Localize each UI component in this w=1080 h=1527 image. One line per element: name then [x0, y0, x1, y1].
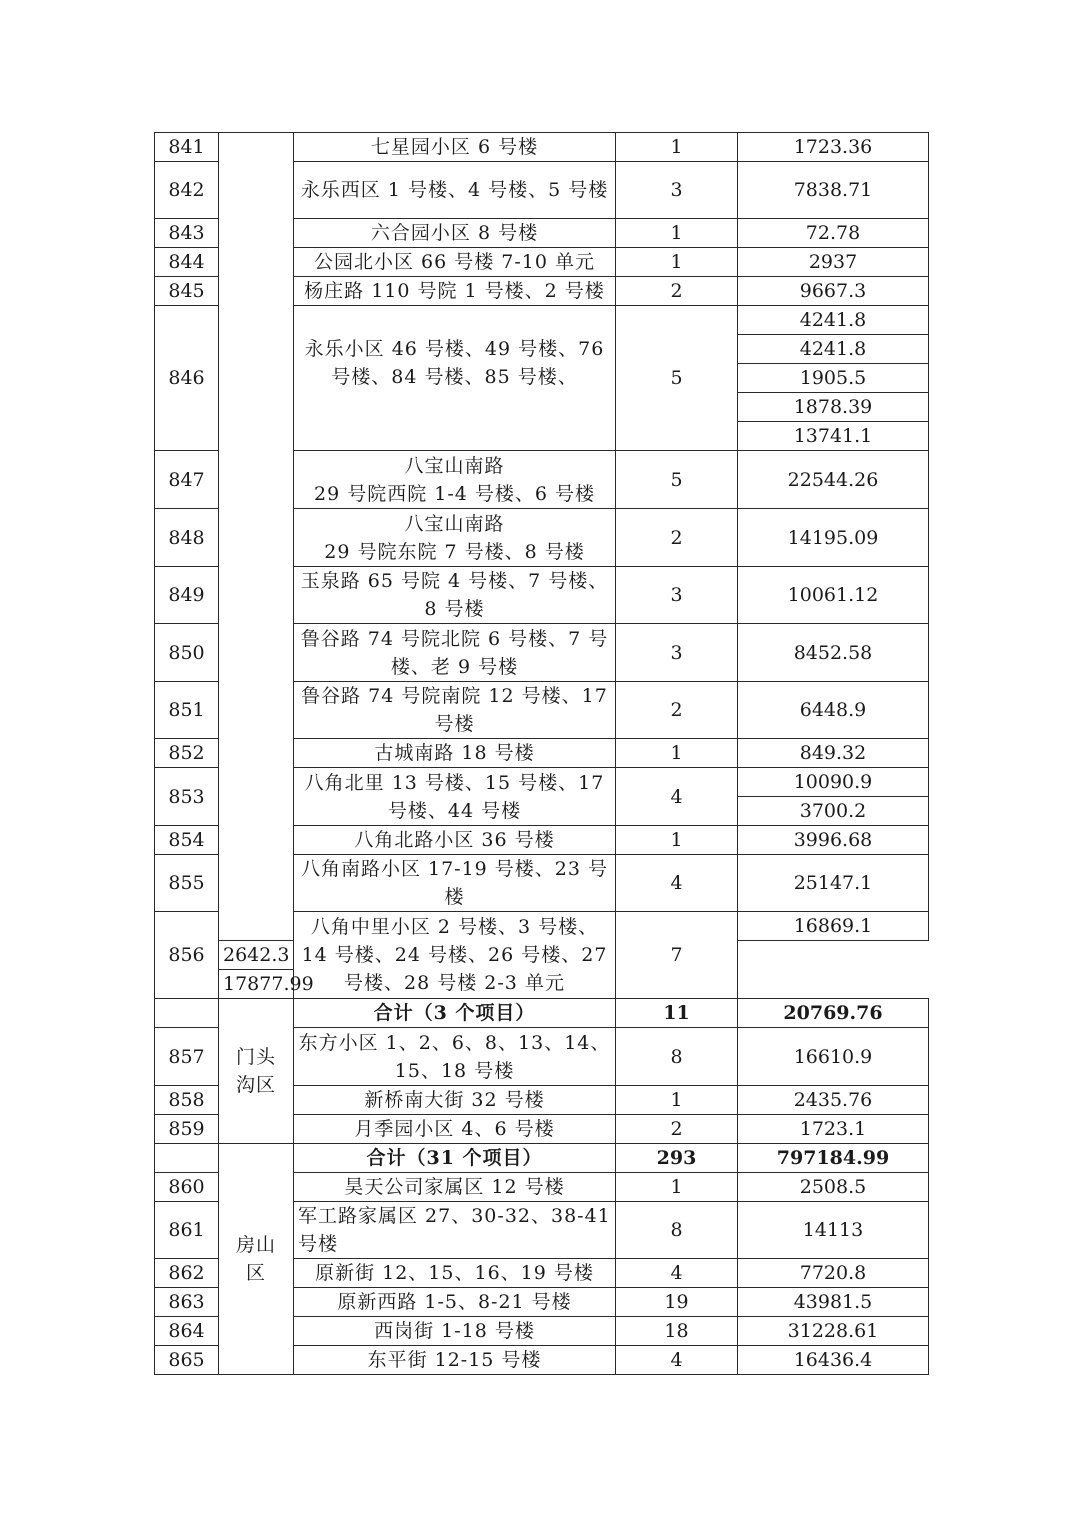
project-name [294, 509, 616, 567]
row-number: 864 [155, 1317, 219, 1346]
floor-area: 2435.76 [738, 1086, 929, 1115]
building-count: 3 [616, 162, 738, 219]
table-row [155, 133, 929, 162]
building-count: 3 [616, 567, 738, 624]
project-name-line: 29 号院西院 1-4 号楼、6 号楼 [313, 482, 596, 505]
building-count: 4 [616, 855, 738, 912]
project-name: 鲁谷路 74 号院北院 6 号楼、7 号楼、老 9 号楼 [294, 624, 616, 682]
row-number: 844 [155, 248, 219, 277]
building-count: 2 [616, 1115, 738, 1144]
row-number: 855 [155, 855, 219, 912]
project-name-line: 八宝山南路 [404, 454, 505, 477]
row-number: 842 [155, 162, 219, 219]
subtotal-row-mentougou [155, 999, 929, 1028]
building-count: 19 [616, 1288, 738, 1317]
project-name-line: 八宝山南路 [404, 512, 505, 535]
district-name-line: 区 [245, 1262, 266, 1284]
building-count: 1 [616, 1086, 738, 1115]
building-count: 7 [616, 912, 738, 999]
floor-area: 4241.8 [738, 306, 929, 335]
building-count: 1 [616, 248, 738, 277]
floor-area: 9667.3 [738, 277, 929, 306]
building-count: 4 [616, 1346, 738, 1375]
row-number: 852 [155, 739, 219, 768]
row-number: 856 [155, 912, 219, 999]
project-name: 七星园小区 6 号楼 [294, 133, 616, 162]
project-name: 六合园小区 8 号楼 [294, 219, 616, 248]
district-fangshan [219, 1144, 294, 1375]
building-count: 8 [616, 1202, 738, 1259]
floor-area: 14113 [738, 1202, 929, 1259]
project-name: 八角南路小区 17-19 号楼、23 号楼 [294, 855, 616, 912]
project-name: 昊天公司家属区 12 号楼 [294, 1173, 616, 1202]
row-number: 847 [155, 451, 219, 509]
project-name: 八角北路小区 36 号楼 [294, 826, 616, 855]
floor-area: 4241.8 [738, 335, 929, 364]
row-number: 865 [155, 1346, 219, 1375]
floor-area: 10061.12 [738, 567, 929, 624]
row-number: 845 [155, 277, 219, 306]
floor-area: 22544.26 [738, 451, 929, 509]
project-name: 公园北小区 66 号楼 7-10 单元 [294, 248, 616, 277]
project-name: 原新街 12、15、16、19 号楼 [294, 1259, 616, 1288]
row-number-empty [155, 999, 219, 1028]
row-number: 851 [155, 682, 219, 739]
building-count: 2 [616, 277, 738, 306]
district-name-line: 房山 [235, 1234, 276, 1256]
floor-area: 16869.1 [738, 912, 929, 941]
row-number-empty [155, 1144, 219, 1173]
project-name: 八角北里 13 号楼、15 号楼、17 号楼、44 号楼 [294, 768, 616, 826]
project-name [294, 451, 616, 509]
project-name: 新桥南大街 32 号楼 [294, 1086, 616, 1115]
project-name: 永乐西区 1 号楼、4 号楼、5 号楼 [294, 162, 616, 219]
floor-area: 6448.9 [738, 682, 929, 739]
row-number: 857 [155, 1028, 219, 1086]
floor-area: 3996.68 [738, 826, 929, 855]
building-count: 5 [616, 306, 738, 451]
row-number: 841 [155, 133, 219, 162]
building-count: 1 [616, 739, 738, 768]
row-number: 849 [155, 567, 219, 624]
floor-area: 1878.39 [738, 393, 929, 422]
building-count: 4 [616, 768, 738, 826]
floor-area: 43981.5 [738, 1288, 929, 1317]
building-count: 1 [616, 1173, 738, 1202]
floor-area: 25147.1 [738, 855, 929, 912]
floor-area: 31228.61 [738, 1317, 929, 1346]
building-count: 3 [616, 624, 738, 682]
building-count: 2 [616, 509, 738, 567]
project-name: 古城南路 18 号楼 [294, 739, 616, 768]
row-number: 843 [155, 219, 219, 248]
project-name: 东平街 12-15 号楼 [294, 1346, 616, 1375]
project-name: 八角中里小区 2 号楼、3 号楼、14 号楼、24 号楼、26 号楼、27 号楼、28 号楼 2-3 单元 [294, 912, 616, 999]
floor-area: 7838.71 [738, 162, 929, 219]
project-name: 杨庄路 110 号院 1 号楼、2 号楼 [294, 277, 616, 306]
row-number: 862 [155, 1259, 219, 1288]
subtotal-area: 797184.99 [738, 1144, 929, 1173]
project-name: 玉泉路 65 号院 4 号楼、7 号楼、8 号楼 [294, 567, 616, 624]
floor-area: 1905.5 [738, 364, 929, 393]
district-cell-blank [219, 133, 294, 941]
building-count: 1 [616, 219, 738, 248]
floor-area: 2642.3 [219, 941, 294, 970]
project-name: 永乐小区 46 号楼、49 号楼、76 号楼、84 号楼、85 号楼、 [294, 306, 616, 451]
row-number: 860 [155, 1173, 219, 1202]
subtotal-count: 293 [616, 1144, 738, 1173]
subtotal-row-fangshan [155, 1144, 929, 1173]
row-number: 859 [155, 1115, 219, 1144]
project-name: 东方小区 1、2、6、8、13、14、15、18 号楼 [294, 1028, 616, 1086]
row-number: 858 [155, 1086, 219, 1115]
building-count: 1 [616, 133, 738, 162]
subtotal-count: 11 [616, 999, 738, 1028]
subtotal-area: 20769.76 [738, 999, 929, 1028]
project-name: 月季园小区 4、6 号楼 [294, 1115, 616, 1144]
floor-area: 8452.58 [738, 624, 929, 682]
building-count: 18 [616, 1317, 738, 1346]
building-count: 4 [616, 1259, 738, 1288]
subtotal-label: 合计（31 个项目） [294, 1144, 616, 1173]
floor-area: 849.32 [738, 739, 929, 768]
project-name: 西岗街 1-18 号楼 [294, 1317, 616, 1346]
floor-area: 16610.9 [738, 1028, 929, 1086]
district-name-line: 沟区 [235, 1074, 276, 1096]
district-mentougou [219, 999, 294, 1144]
row-number: 863 [155, 1288, 219, 1317]
floor-area: 72.78 [738, 219, 929, 248]
subtotal-label: 合计（3 个项目） [294, 999, 616, 1028]
district-name-line: 门头 [235, 1046, 276, 1068]
project-name-line: 29 号院东院 7 号楼、8 号楼 [324, 540, 585, 563]
project-name: 原新西路 1-5、8-21 号楼 [294, 1288, 616, 1317]
project-name: 鲁谷路 74 号院南院 12 号楼、17 号楼 [294, 682, 616, 739]
project-name: 军工路家属区 27、30-32、38-41 号楼 [294, 1202, 616, 1259]
building-count: 8 [616, 1028, 738, 1086]
floor-area: 14195.09 [738, 509, 929, 567]
floor-area: 3700.2 [738, 797, 929, 826]
floor-area: 16436.4 [738, 1346, 929, 1375]
floor-area: 17877.99 [219, 970, 294, 999]
row-number: 846 [155, 306, 219, 451]
housing-project-table [154, 132, 929, 1375]
floor-area: 13741.1 [738, 422, 929, 451]
floor-area: 1723.36 [738, 133, 929, 162]
floor-area: 2937 [738, 248, 929, 277]
building-count: 2 [616, 682, 738, 739]
row-number: 854 [155, 826, 219, 855]
row-number: 861 [155, 1202, 219, 1259]
floor-area: 7720.8 [738, 1259, 929, 1288]
building-count: 5 [616, 451, 738, 509]
building-count: 1 [616, 826, 738, 855]
floor-area: 1723.1 [738, 1115, 929, 1144]
row-number: 850 [155, 624, 219, 682]
floor-area: 10090.9 [738, 768, 929, 797]
row-number: 848 [155, 509, 219, 567]
floor-area: 2508.5 [738, 1173, 929, 1202]
row-number: 853 [155, 768, 219, 826]
